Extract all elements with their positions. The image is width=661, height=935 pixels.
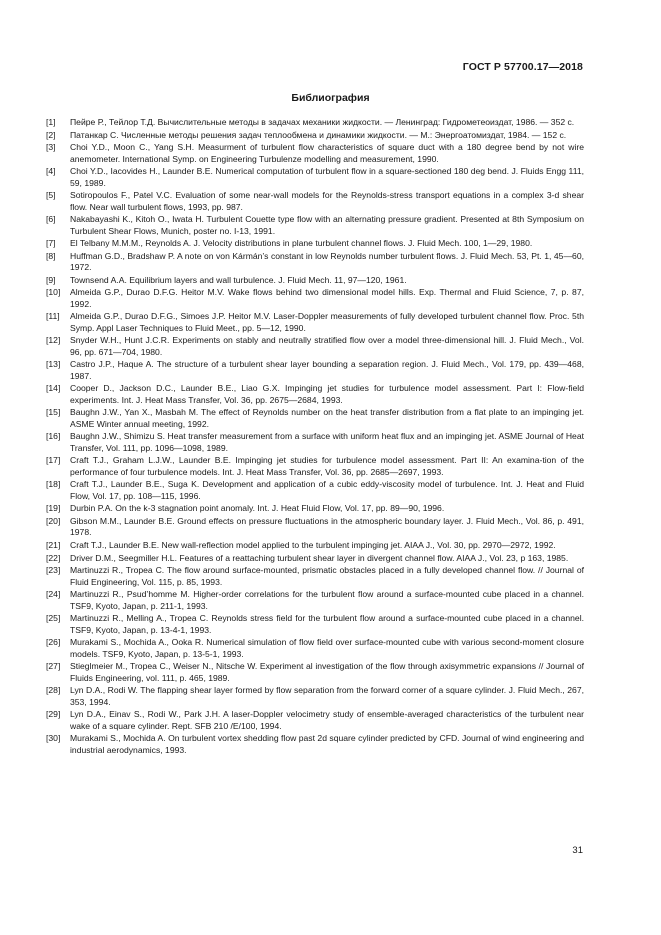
reference-text: Craft T.J., Launder B.E., Suga K. Development and application of a cubic eddy-viscosity model of turbulence. Int. J. Heat and Fluid Flow, Vol. 17, pp. 108—115, 1996. — [70, 479, 584, 501]
reference-item — [46, 238, 584, 249]
reference-number: [10] — [46, 287, 61, 298]
reference-text: Almeida G.P., Durao D.F.G. Heitor M.V. Wake flows behind two dimensional model hills. Exp. Thermal and Fluid Science, 7, p. 87, 1992. — [70, 287, 584, 309]
reference-item — [46, 383, 584, 406]
reference-item — [46, 455, 584, 478]
page-number: 31 — [572, 845, 583, 856]
reference-text: Baughn J.W., Shimizu S. Heat transfer measurement from a surface with uniform heat flux and an impinging jet. ASME Journal of Heat Transfer, Vol. 111, pp. 1096—1098, 1989. — [70, 431, 584, 453]
reference-text: Martinuzzi R., Psud’homme M. Higher-order correlations for the turbulent flow around a surface-mounted cube placed in a channel. TSF9, Kyoto, Japan, p. 211-1, 1993. — [70, 589, 584, 611]
reference-item — [46, 661, 584, 684]
bibliography-title: Библиография — [291, 92, 370, 104]
reference-text: Martinuzzi R., Melling A., Tropea C. Reynolds stress field for the turbulent flow around a surface-mounted cube placed in a channel. TSF9, Kyoto, Japan, p. 13-4-1, 1993. — [70, 613, 584, 635]
reference-number: [6] — [46, 214, 56, 225]
reference-number: [12] — [46, 335, 61, 346]
reference-item — [46, 407, 584, 430]
reference-text: Baughn J.W., Yan X., Masbah M. The effect of Reynolds number on the heat transfer distribution from a flat plate to an impinging jet. ASME Winter annual meeting, 1992. — [70, 407, 584, 429]
reference-number: [28] — [46, 685, 61, 696]
reference-number: [13] — [46, 359, 61, 370]
reference-item — [46, 190, 584, 213]
reference-number: [11] — [46, 311, 60, 322]
reference-number: [20] — [46, 515, 61, 526]
reference-item — [46, 709, 584, 732]
reference-number: [7] — [46, 238, 56, 249]
reference-item — [46, 359, 584, 382]
reference-text: Choi Y.D., Moon C., Yang S.H. Measurment of turbulent flow characteristics of square duct with a 180 degree bend by not wire anemometer. International Symp. on Engineering Turbulenze modelling and measurement, 1990. — [70, 142, 584, 164]
reference-item — [46, 311, 584, 334]
reference-text: Huffman G.D., Bradshaw P. A note on von Kármán’s constant in low Reynolds number turbulent flows. J. Fluid Mech. 53, Pt. 1, 45—60, 1972. — [70, 250, 584, 273]
reference-number: [15] — [46, 407, 61, 418]
reference-item — [46, 540, 584, 551]
reference-number: [9] — [46, 274, 56, 285]
reference-item — [46, 553, 584, 564]
reference-number: [16] — [46, 431, 61, 442]
reference-text: Martinuzzi R., Tropea C. The flow around surface-mounted, prismatic obstacles placed in a fully developed channel flow. // Journal of Fluid Engineering, Vol. 115, p. 85, 1993. — [70, 565, 584, 587]
reference-item — [46, 613, 584, 636]
reference-item — [46, 275, 584, 286]
reference-text: Пейре Р., Тейлор Т.Д. Вычислительные методы в задачах механики жидкости. — Ленинград: Гидрометеоиздат, 1986. — 352 с. — [70, 117, 575, 127]
reference-item — [46, 251, 584, 274]
reference-item — [46, 117, 584, 128]
reference-number: [1] — [46, 117, 56, 127]
reference-item — [46, 130, 584, 141]
reference-item — [46, 503, 584, 514]
reference-number: [3] — [46, 142, 56, 153]
reference-text: Driver D.M., Seegmiller H.L. Features of a reattaching turbulent shear layer in divergent channel flow. AIAA J., Vol. 23, p 163, 1985. — [70, 552, 569, 563]
reference-list — [46, 117, 584, 757]
document-code: ГОСТ Р 57700.17—2018 — [462, 61, 583, 73]
reference-item — [46, 431, 584, 454]
reference-number: [4] — [46, 166, 56, 177]
reference-item — [46, 733, 584, 756]
reference-number: [26] — [46, 637, 61, 648]
reference-item — [46, 335, 584, 358]
reference-text: Choi Y.D., Iacovides H., Launder B.E. Numerical computation of turbulent flow in a square-sectioned 180 deg bend. J. Fluids Engg 111, 59, 1989. — [70, 166, 584, 188]
reference-text: Патанкар С. Численные методы решения задач теплообмена и динамики жидкости. — М.: Энергоатомиздат, 1984. — 152 с. — [70, 129, 567, 140]
reference-text: Almeida G.P., Durao D.F.G., Simoes J.P. Heitor M.V. Laser-Doppler measurements of fully developed turbulent channel flow. Proc. 5th Symp. Appl Laser Techniques to Fluid Meet., pp. 5—12, 1990. — [70, 311, 584, 333]
reference-number: [24] — [46, 589, 61, 600]
reference-text: Gibson M.M., Launder B.E. Ground effects on pressure fluctuations in the atmospheric boundary layer. J. Fluid Mech., Vol. 86, p. 491, 1978. — [70, 515, 584, 538]
reference-text: Lyn D.A., Einav S., Rodi W., Park J.H. A laser-Doppler velocimetry study of ensemble-averaged characteristics of the turbulent near wake of a square cylinder. Rept. SFB 210 /E/100, 1994. — [70, 709, 584, 731]
reference-text: Craft T.J., Graham L.J.W., Launder B.E. Impinging jet studies for turbulence model assessment. Part II: An examina-tion of the performance of four turbulence models. Int. J. Heat Mass Transfer, Vol. 36, pp. 2685—2697, 1993. — [70, 455, 584, 477]
reference-item — [46, 685, 584, 708]
reference-number: [8] — [46, 250, 56, 261]
reference-text: Murakami S., Mochida A. On turbulent vortex shedding flow past 2d square cylinder predicted by CFD. Journal of wind engineering and industrial aerodynamics, 1993. — [70, 733, 584, 755]
reference-number: [5] — [46, 190, 56, 201]
reference-number: [17] — [46, 455, 61, 466]
reference-number: [23] — [46, 565, 61, 576]
reference-number: [22] — [46, 552, 61, 563]
reference-text: Craft T.J., Launder B.E. New wall-reflection model applied to the turbulent impinging jet. AIAA J., Vol. 30, pp. 2970—2972, 1992. — [70, 539, 556, 550]
reference-text: Sotiropoulos F., Patel V.C. Evaluation of some near-wall models for the Reynolds-stress transport equations in a complex 3-d shear flow. Near wall turbulent flows, 1993, pp. 987. — [70, 190, 584, 212]
reference-number: [2] — [46, 129, 56, 140]
reference-text: Stieglmeier M., Tropea C., Weiser N., Nitsche W. Experiment al investigation of the flow through axisymmetric expansions // Journal of Fluids Engineering, vol. 111, p. 465, 1989. — [70, 661, 584, 683]
reference-text: Castro J.P., Haque A. The structure of a turbulent shear layer bounding a separation region. J. Fluid Mech., Vol. 179, pp. 439—468, 1987. — [70, 359, 584, 381]
reference-text: Cooper D., Jackson D.C., Launder B.E., Liao G.X. Impinging jet studies for turbulence model assessment. Part I: Flow-field experiments. Int. J. Heat Mass Transfer, Vol. 36, pp. 2675—2684, 1993. — [70, 383, 584, 405]
reference-text: Durbin P.A. On the k-3 stagnation point anomaly. Int. J. Heat Fluid Flow, Vol. 17, pp. 89—90, 1996. — [70, 503, 445, 514]
reference-text: Murakami S., Mochida A., Ooka R. Numerical simulation of flow field over surface-mounted cube with various second-moment closure models. TSF9, Kyoto, Japan, p. 13-5-1, 1993. — [70, 637, 584, 659]
reference-item — [46, 166, 584, 189]
reference-text: El Telbany M.M.M., Reynolds A. J. Velocity distributions in plane turbulent channel flows. J. Fluid Mech. 100, 1—29, 1980. — [70, 238, 533, 249]
reference-item — [46, 565, 584, 588]
reference-item — [46, 589, 584, 612]
reference-number: [14] — [46, 383, 61, 394]
reference-text: Townsend A.A. Equilibrium layers and wall turbulence. J. Fluid Mech. 11, 97—120, 1961. — [70, 274, 407, 285]
reference-item — [46, 287, 584, 310]
reference-item — [46, 516, 584, 539]
reference-item — [46, 142, 584, 165]
reference-text: Nakabayashi K., Kitoh O., Iwata H. Turbulent Couette type flow with an alternating pressure gradient. Presented at 8th Symposium on Turbulent Shear Flows, Munich, poster no. I-13, 1991. — [70, 214, 584, 236]
reference-number: [21] — [46, 539, 61, 550]
reference-number: [29] — [46, 709, 61, 720]
reference-number: [25] — [46, 613, 61, 624]
reference-text: Lyn D.A., Rodi W. The flapping shear layer formed by flow separation from the forward corner of a square cylinder. J. Fluid Mech., 267, 353, 1994. — [70, 685, 584, 707]
reference-number: [19] — [46, 503, 61, 514]
reference-number: [27] — [46, 661, 61, 672]
reference-number: [30] — [46, 733, 61, 744]
reference-item — [46, 637, 584, 660]
reference-text: Snyder W.H., Hunt J.C.R. Experiments on stably and neutrally stratified flow over a model three-dimensional hill. J. Fluid Mech., Vol. 96, pp. 671—704, 1980. — [70, 335, 584, 357]
reference-item — [46, 479, 584, 502]
reference-item — [46, 214, 584, 237]
reference-number: [18] — [46, 479, 61, 490]
